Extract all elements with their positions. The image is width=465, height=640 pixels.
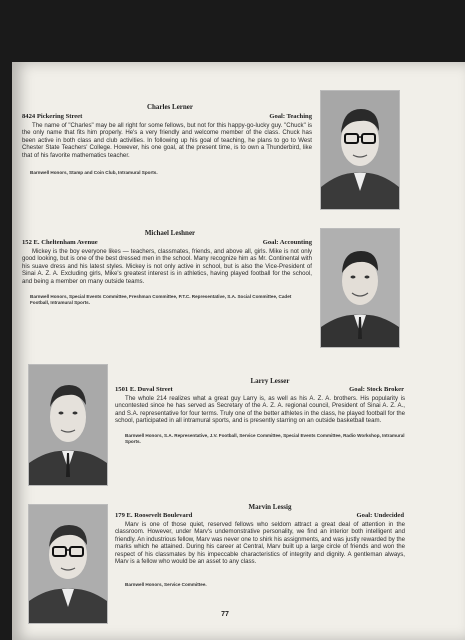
student-photo: [320, 228, 400, 348]
student-photo: [28, 364, 108, 486]
student-goal: Goal: Stock Broker: [349, 386, 404, 393]
student-activities: Barnwell Honors, S.A. Representative, J.V. Football, Service Committee, Special Events Committee, Radio Workshop, Intramural Sports.: [125, 433, 405, 444]
student-bio: The name of "Charles" may be all right for some fellows, but not for this happy-go-lucky guy. "Chuck" is the only name that fits him properly. He's a very friendly and welcome member of the class. Chuck has been active in both class and club activities. In following up his goal of teaching, he plans to go to West Chester State Teachers' College. However, his one goal, at the present time, is to own a Thunderbird, like that of his favorite mathematics teacher.: [22, 122, 312, 159]
student-name: Larry Lesser: [250, 377, 290, 385]
student-address: 152 E. Cheltenham Avenue: [22, 239, 98, 246]
student-bio: Mickey is the boy everyone likes — teachers, classmates, friends, and above all, girls. Mike is not only good looking, but is one of the best dressed men in the school. Many recognize him as Mr. Continental with his suave dress and his latest styles. Mickey is not only active in school, but is also the Vice-President of Sinai A. Z. A. Excluding girls, Mike's greatest interest is in athletics, having played football for the school, and being a member on many outside teams.: [22, 248, 312, 285]
student-bio: The whole 214 realizes what a great guy Larry is, as well as his A. Z. A. brothers. His popularity is uncontested since he has served as Secretary of the A. Z. A. regional council, President of Sinai A. Z. A., and S.A. representative for four terms. Truly one of the better athletes in the class, he played football for the school, participated in all intramural sports, and is presently starring on an outside basketball team.: [115, 395, 405, 425]
student-goal: Goal: Undecided: [356, 512, 404, 519]
student-address: 8424 Pickering Street: [22, 113, 83, 120]
student-photo: [320, 90, 400, 210]
student-goal: Goal: Teaching: [269, 113, 312, 120]
student-address: 179 E. Roosevelt Boulevard: [115, 512, 193, 519]
student-activities: Barnwell Honors, Special Events Committee, Freshman Committee, P.T.C. Representative, S.A. Social Committee, Cadet Football, Intramural Sports.: [30, 294, 292, 305]
page-number: 77: [221, 611, 229, 618]
student-activities: Barnwell Honors, Service Committee.: [125, 582, 207, 587]
student-bio: Marv is one of those quiet, reserved fellows who seldom attract a great deal of attention in the classroom. However, under Marv's undemonstrative personality, we find an interior both intelligent and friendly. An industrious fellow, Marv was never one to shirk his assignments, and was justly rewarded by the marks which he attained. During his career at Central, Marv built up a large circle of friends and won the respect of his classmates by his impeccable characteristics of integrity and dignity. A gentleman always, Marv is a fellow who would be an asset to any class.: [115, 521, 405, 566]
student-name: Charles Lerner: [146, 103, 194, 111]
student-name: Michael Leshner: [144, 229, 196, 237]
student-photo: [28, 504, 108, 624]
student-activities: Barnwell Honors, Stamp and Coin Club, Intramural Sports.: [30, 170, 158, 175]
student-goal: Goal: Accounting: [262, 239, 312, 246]
student-address: 1501 E. Duval Street: [115, 386, 173, 393]
student-name: Marvin Lessig: [248, 503, 292, 511]
